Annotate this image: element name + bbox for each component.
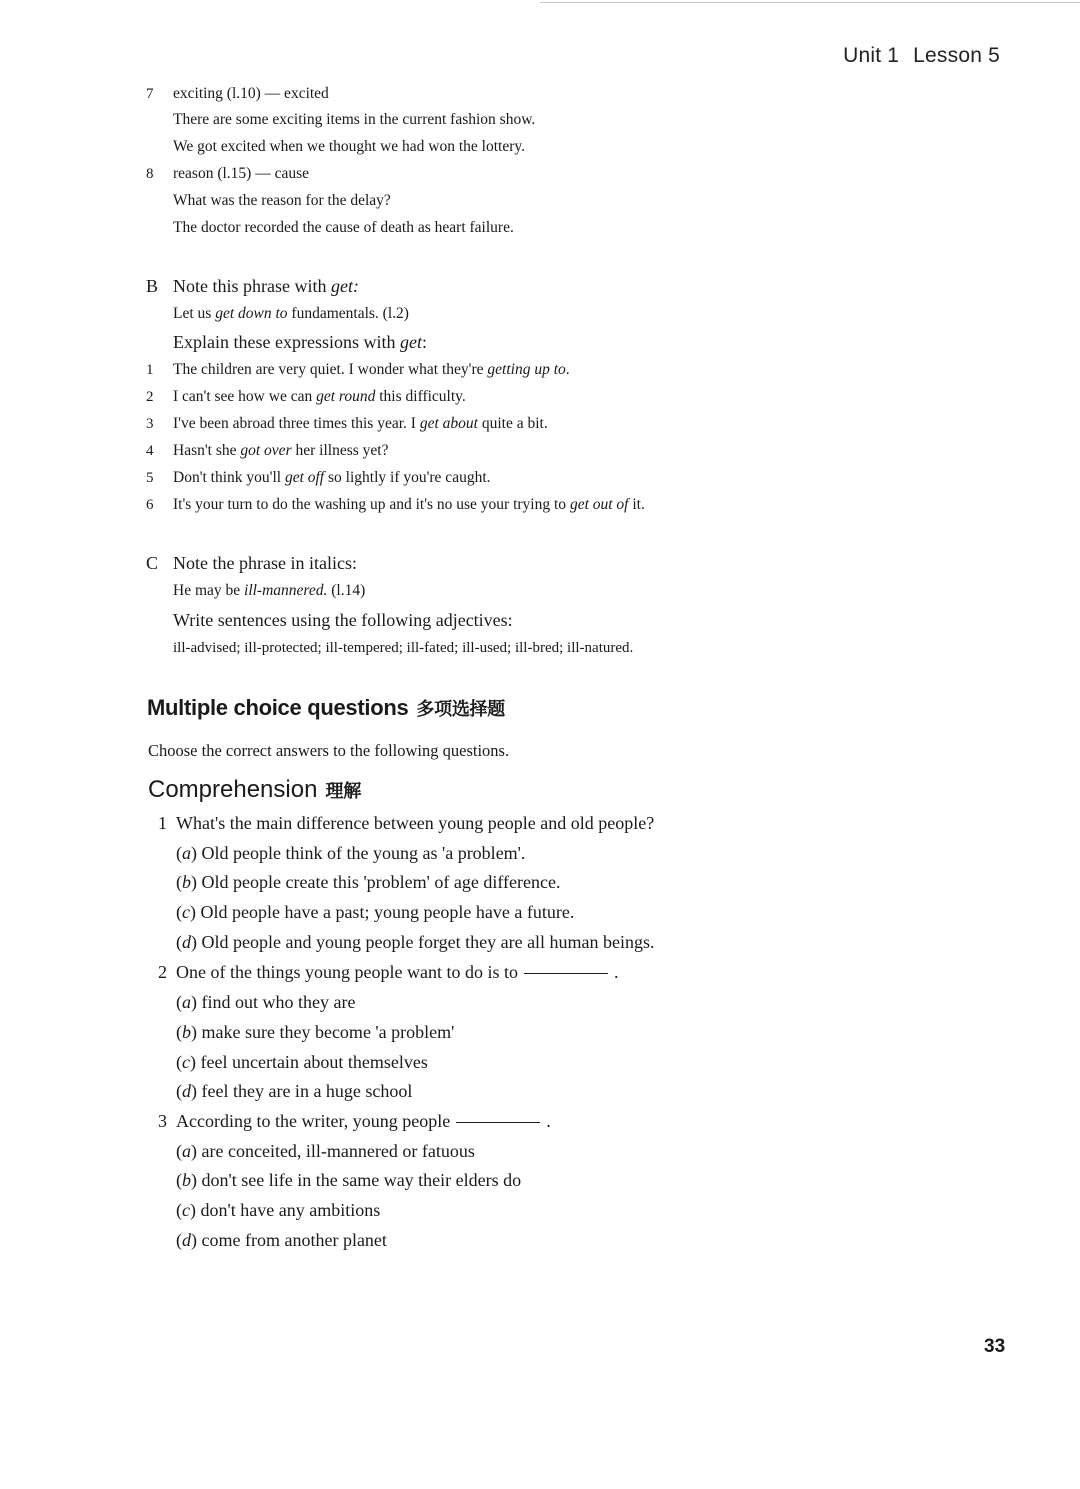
answer-option[interactable]: (a) Old people think of the young as 'a problem'. — [176, 843, 526, 863]
item-phrase: get off — [284, 469, 325, 486]
word-pair: exciting (l.10) — excited — [173, 85, 329, 102]
item-phrase: get about — [419, 415, 478, 432]
answer-blank — [524, 972, 608, 974]
page-number: 33 — [984, 1336, 1006, 1357]
section-letter: B — [146, 276, 159, 296]
adjective-list: ill-advised; ill-protected; ill-tempered; ill-fated; ill-used; ill-bred; ill-natured. — [173, 640, 634, 656]
item-number: 4 — [146, 443, 154, 459]
item-pre: I can't see how we can — [173, 388, 317, 405]
option-text: Old people create this 'problem' of age difference. — [201, 872, 561, 892]
section-task: Write sentences using the following adjectives: — [173, 610, 513, 630]
item-pre: Don't think you'll — [173, 469, 285, 486]
option-text: Old people and young people forget they are all human beings. — [201, 932, 655, 952]
item-post: this difficulty. — [375, 388, 466, 405]
question-number: 2 — [158, 962, 167, 982]
exercise-item — [173, 496, 645, 514]
example-sentence: What was the reason for the delay? — [173, 192, 391, 209]
lesson-label: Lesson 5 — [913, 44, 1000, 67]
option-letter: c — [182, 1200, 190, 1220]
question-number: 3 — [158, 1111, 167, 1131]
running-header — [843, 44, 1000, 68]
example-pre: He may be — [173, 582, 245, 599]
option-text: Old people have a past; young people have a future. — [200, 902, 575, 922]
option-letter: a — [182, 992, 191, 1012]
unit-label: Unit 1 — [843, 44, 900, 67]
top-rule — [540, 2, 1080, 3]
answer-option[interactable]: (a) are conceited, ill-mannered or fatuous — [176, 1141, 475, 1161]
option-letter: d — [182, 1230, 191, 1250]
item-pre: Hasn't she — [173, 442, 241, 459]
item-phrase: getting up to — [487, 361, 566, 378]
item-post: quite a bit. — [477, 415, 548, 432]
example-pre: Let us — [173, 305, 216, 322]
section-letter: C — [146, 553, 159, 573]
option-letter: b — [182, 1170, 191, 1190]
section-heading — [147, 695, 505, 721]
option-letter: a — [182, 843, 191, 863]
example-sentence: The doctor recorded the cause of death as heart failure. — [173, 219, 514, 236]
question-stem: 2 One of the things young people want to do is to . — [158, 962, 619, 982]
item-pre: The children are very quiet. I wonder what they're — [173, 361, 488, 378]
item-phrase: get round — [316, 388, 376, 405]
option-text: come from another planet — [201, 1230, 387, 1250]
subheading-chinese: 理解 — [325, 781, 362, 802]
item-phrase: get out of — [569, 496, 629, 513]
item-number: 2 — [146, 389, 154, 405]
answer-option[interactable]: (d) Old people and young people forget they are all human beings. — [176, 932, 655, 952]
question-text: One of the things young people want to do is to — [176, 962, 518, 982]
answer-blank — [456, 1121, 540, 1123]
example-sentence: We got excited when we thought we had won the lottery. — [173, 138, 525, 155]
item-post: . — [565, 361, 570, 378]
task-word: get — [399, 332, 422, 352]
intro-word: get: — [330, 276, 359, 296]
option-letter: c — [182, 1052, 190, 1072]
item-number: 3 — [146, 416, 154, 432]
section-example — [173, 305, 409, 323]
item-number: 7 — [146, 86, 154, 102]
option-text: Old people think of the young as 'a problem'. — [201, 843, 526, 863]
section-example — [173, 582, 365, 600]
answer-option[interactable]: (c) feel uncertain about themselves — [176, 1052, 428, 1072]
instruction: Choose the correct answers to the following questions. — [148, 741, 510, 760]
task-text: Explain these expressions with — [173, 332, 400, 352]
answer-option[interactable]: (b) Old people create this 'problem' of age difference. — [176, 872, 561, 892]
answer-option[interactable]: (d) feel they are in a huge school — [176, 1081, 413, 1101]
answer-option[interactable]: (a) find out who they are — [176, 992, 356, 1012]
intro-text: Note this phrase with — [173, 276, 331, 296]
item-number: 8 — [146, 166, 154, 182]
item-number: 5 — [146, 470, 154, 486]
example-sentence: There are some exciting items in the current fashion show. — [173, 111, 536, 128]
heading-chinese: 多项选择题 — [416, 699, 505, 720]
option-letter: d — [182, 1081, 191, 1101]
example-phrase: ill-mannered. — [244, 582, 328, 599]
option-text: make sure they become 'a problem' — [201, 1022, 455, 1042]
answer-option[interactable]: (c) Old people have a past; young people have a future. — [176, 902, 575, 922]
example-post: fundamentals. (l.2) — [287, 305, 409, 322]
question-stem: 3 According to the writer, young people . — [158, 1111, 551, 1131]
item-post: her illness yet? — [291, 442, 389, 459]
option-letter: b — [182, 1022, 191, 1042]
exercise-item — [173, 361, 570, 379]
option-letter: d — [182, 932, 191, 952]
item-number: 1 — [146, 362, 154, 378]
exercise-item — [173, 415, 548, 433]
question-stem — [158, 813, 654, 834]
item-pre: I've been abroad three times this year. I — [173, 415, 420, 432]
option-text: don't have any ambitions — [200, 1200, 381, 1220]
option-text: are conceited, ill-mannered or fatuous — [201, 1141, 475, 1161]
item-phrase: got over — [240, 442, 292, 459]
item-number: 6 — [146, 497, 154, 513]
item-pre: It's your turn to do the washing up and it's no use your trying to — [173, 496, 570, 513]
word-pair: reason (l.15) — cause — [173, 165, 310, 182]
option-text: find out who they are — [201, 992, 356, 1012]
option-letter: c — [182, 902, 190, 922]
heading-text: Multiple choice questions — [147, 695, 409, 720]
exercise-item — [173, 469, 491, 487]
example-phrase: get down to — [215, 305, 288, 322]
option-text: don't see life in the same way their elders do — [201, 1170, 522, 1190]
option-letter: b — [182, 872, 191, 892]
exercise-item — [173, 442, 388, 460]
subsection-heading — [148, 776, 361, 804]
item-post: so lightly if you're caught. — [324, 469, 491, 486]
exercise-item — [173, 388, 466, 406]
section-intro: Note the phrase in italics: — [173, 553, 357, 573]
question-number: 1 — [158, 813, 167, 833]
option-letter: a — [182, 1141, 191, 1161]
option-text: feel they are in a huge school — [201, 1081, 413, 1101]
section-intro — [173, 276, 359, 297]
option-text: feel uncertain about themselves — [200, 1052, 428, 1072]
answer-option[interactable]: (b) don't see life in the same way their elders do — [176, 1170, 522, 1190]
answer-option[interactable]: (c) don't have any ambitions — [176, 1200, 381, 1220]
task-post: : — [421, 332, 427, 352]
section-task — [173, 332, 427, 353]
item-post: it. — [628, 496, 645, 513]
answer-option[interactable]: (b) make sure they become 'a problem' — [176, 1022, 455, 1042]
example-post: (l.14) — [327, 582, 366, 599]
subheading-text: Comprehension — [148, 776, 318, 803]
question-text: According to the writer, young people — [176, 1111, 451, 1131]
question-text: What's the main difference between young people and old people? — [176, 813, 655, 833]
answer-option[interactable]: (d) come from another planet — [176, 1230, 387, 1250]
